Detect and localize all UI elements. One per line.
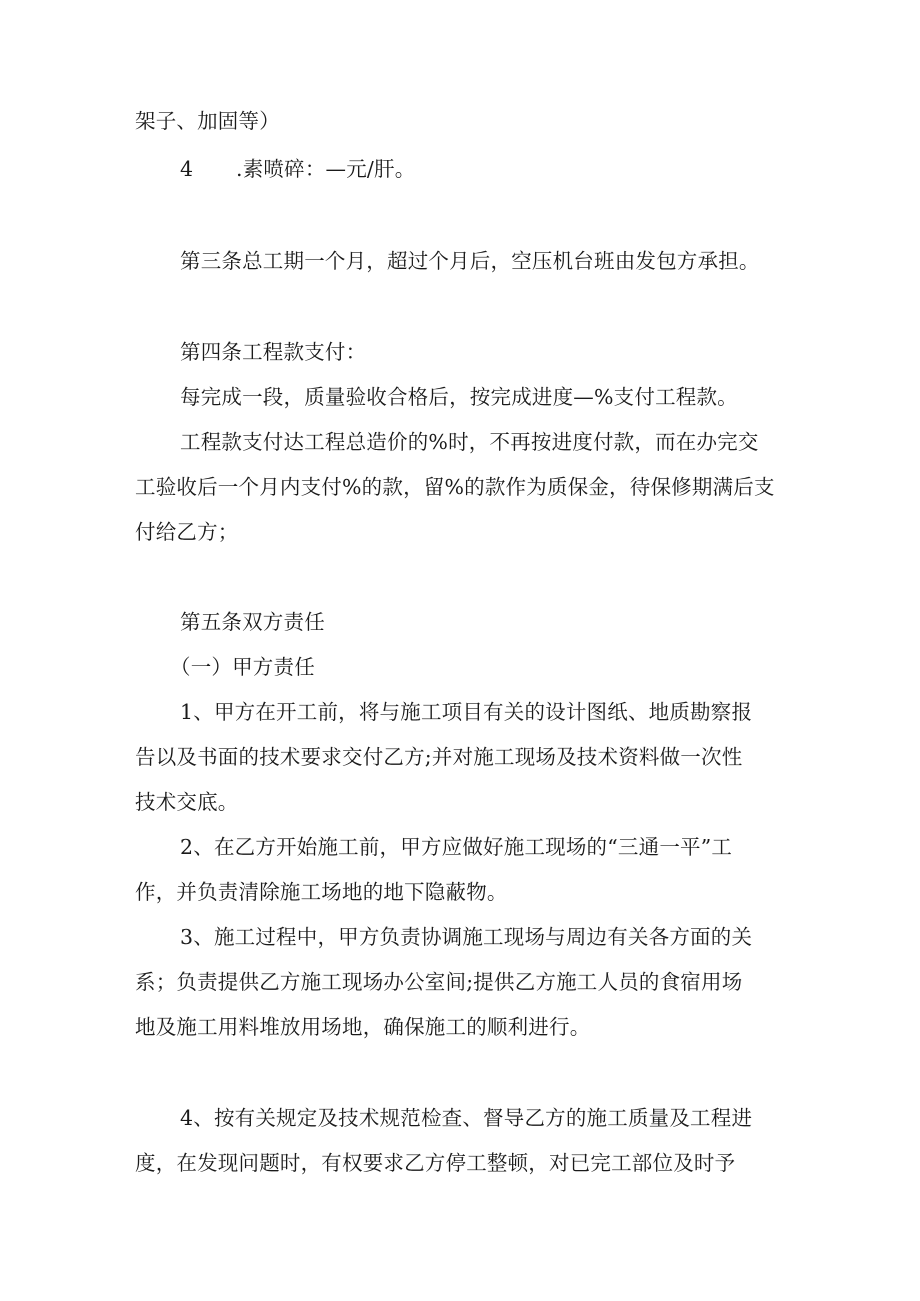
text-line-duty-4b: 度，在发现问题时，有权要求乙方停工整顿，对已完工部位及时予	[135, 1151, 736, 1175]
text-line-duty-1c: 技术交底。	[135, 790, 239, 814]
text-line-payment-3: 工验收后一个月内支付%的款，留%的款作为质保金，待保修期满后支	[135, 475, 775, 499]
article-5-heading: 第五条双方责任	[180, 610, 325, 634]
article-3: 第三条总工期一个月，超过个月后，空压机台班由发包方承担。	[180, 249, 760, 273]
text-line-payment-2: 工程款支付达工程总造价的%时，不再按进度付款，而在办完交	[180, 430, 759, 454]
text-line-duty-2a: 2、在乙方开始施工前，甲方应做好施工现场的“三通一平”工	[180, 835, 733, 859]
text-line-duty-3a: 3、施工过程中，甲方负责协调施工现场与周边有关各方面的关	[180, 925, 753, 949]
text-line-duty-1b: 告以及书面的技术要求交付乙方;并对施工现场及技术资料做一次性	[135, 745, 743, 769]
text-line-scaffold: 架子、加固等）	[135, 109, 280, 133]
text-line-item-4	[180, 155, 415, 183]
text-line-payment-1: 每完成一段，质量验收合格后，按完成进度—%支付工程款。	[180, 385, 738, 409]
item-text: .素喷碎：—元/肝。	[236, 157, 416, 181]
text-line-duty-4a: 4、按有关规定及技术规范检查、督导乙方的施工质量及工程进	[180, 1106, 753, 1130]
text-line-duty-3b: 系；负责提供乙方施工现场办公室间;提供乙方施工人员的食宿用场	[135, 970, 743, 994]
text-line-duty-1a: 1、甲方在开工前，将与施工项目有关的设计图纸、地质勘察报	[180, 700, 753, 724]
text-line-duty-3c: 地及施工用料堆放用场地，确保施工的顺利进行。	[135, 1015, 591, 1039]
article-4-heading: 第四条工程款支付：	[180, 340, 367, 364]
party-a-heading: （一）甲方责任	[170, 655, 315, 679]
item-number: 4	[180, 157, 194, 181]
text-line-payment-4: 付给乙方；	[135, 520, 239, 544]
text-line-duty-2b: 作，并负责清除施工场地的地下隐蔽物。	[135, 880, 508, 904]
